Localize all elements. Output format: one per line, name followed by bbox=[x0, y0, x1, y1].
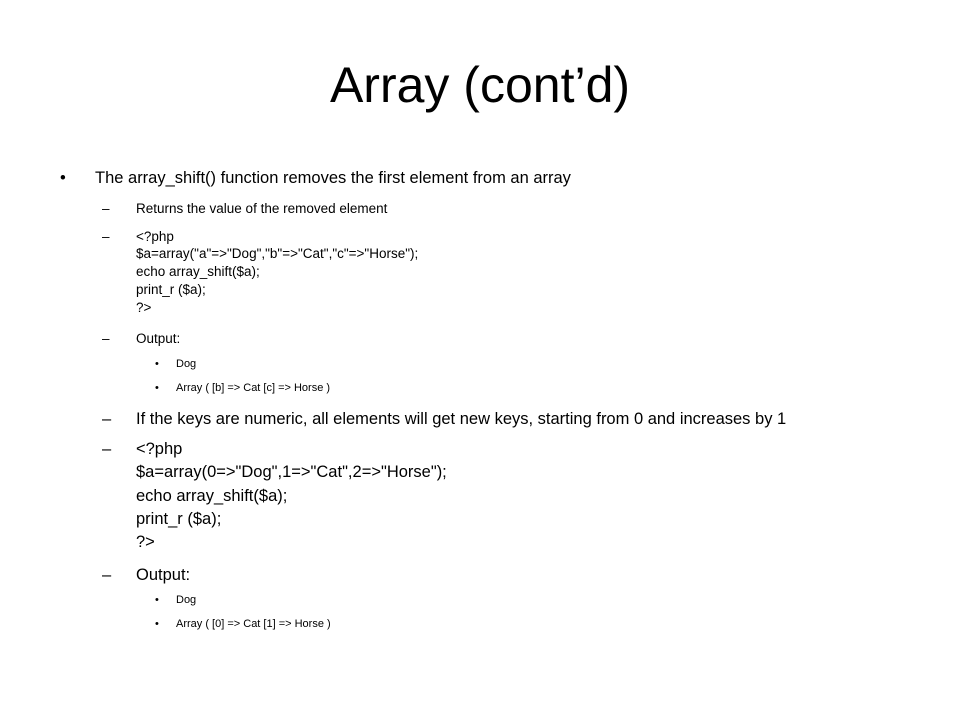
code-line: <?php bbox=[136, 439, 183, 458]
output-label-text: Output: bbox=[136, 330, 181, 346]
code-line: <?php bbox=[136, 228, 174, 244]
dash-marker: – bbox=[102, 439, 112, 458]
bullet-marker: • bbox=[155, 617, 159, 630]
sub-bullet-numeric-text: If the keys are numeric, all elements will get new keys, starting from 0 and increases by 1 bbox=[136, 410, 787, 429]
dash-marker: – bbox=[102, 228, 110, 244]
sub-bullet-returns-text: Returns the value of the removed element bbox=[136, 200, 388, 216]
code-line: $a=array(0=>"Dog",1=>"Cat",2=>"Horse"); bbox=[136, 463, 447, 482]
slide-content bbox=[60, 168, 940, 640]
slide-title: Array (cont’d) bbox=[329, 57, 631, 113]
output-label-1 bbox=[60, 331, 940, 348]
output-item-text: Dog bbox=[176, 594, 197, 607]
bullet-marker: • bbox=[155, 594, 159, 607]
code-line: ?> bbox=[136, 299, 152, 315]
code-line: print_r ($a); bbox=[136, 509, 222, 528]
code-block-1 bbox=[60, 228, 940, 317]
code-line: ?> bbox=[136, 533, 155, 552]
dash-marker: – bbox=[102, 410, 112, 429]
dash-marker: – bbox=[102, 330, 110, 346]
code-line: $a=array("a"=>"Dog","b"=>"Cat","c"=>"Horse"); bbox=[136, 246, 419, 262]
bullet-marker: • bbox=[60, 169, 66, 187]
output-item-text: Array ( [0] => Cat [1] => Horse ) bbox=[176, 617, 331, 630]
output-label-text: Output: bbox=[136, 565, 191, 584]
output-item bbox=[60, 381, 940, 395]
sub-bullet-returns bbox=[60, 201, 940, 218]
code-line: echo array_shift($a); bbox=[136, 486, 288, 505]
bullet-marker: • bbox=[155, 358, 159, 371]
output-item-text: Array ( [b] => Cat [c] => Horse ) bbox=[176, 381, 331, 394]
output-label-2 bbox=[60, 565, 940, 586]
output-item bbox=[60, 617, 940, 631]
code-block-2 bbox=[60, 438, 940, 555]
dash-marker: – bbox=[102, 565, 112, 584]
dash-marker: – bbox=[102, 200, 110, 216]
output-item bbox=[60, 357, 940, 371]
output-item-text: Dog bbox=[176, 358, 197, 371]
output-item bbox=[60, 593, 940, 607]
code-line: print_r ($a); bbox=[136, 281, 206, 297]
main-bullet bbox=[60, 168, 940, 189]
code-line: echo array_shift($a); bbox=[136, 264, 260, 280]
bullet-marker: • bbox=[155, 381, 159, 394]
main-bullet-text: The array_shift() function removes the first element from an array bbox=[95, 169, 571, 187]
sub-bullet-numeric-keys bbox=[60, 409, 940, 430]
